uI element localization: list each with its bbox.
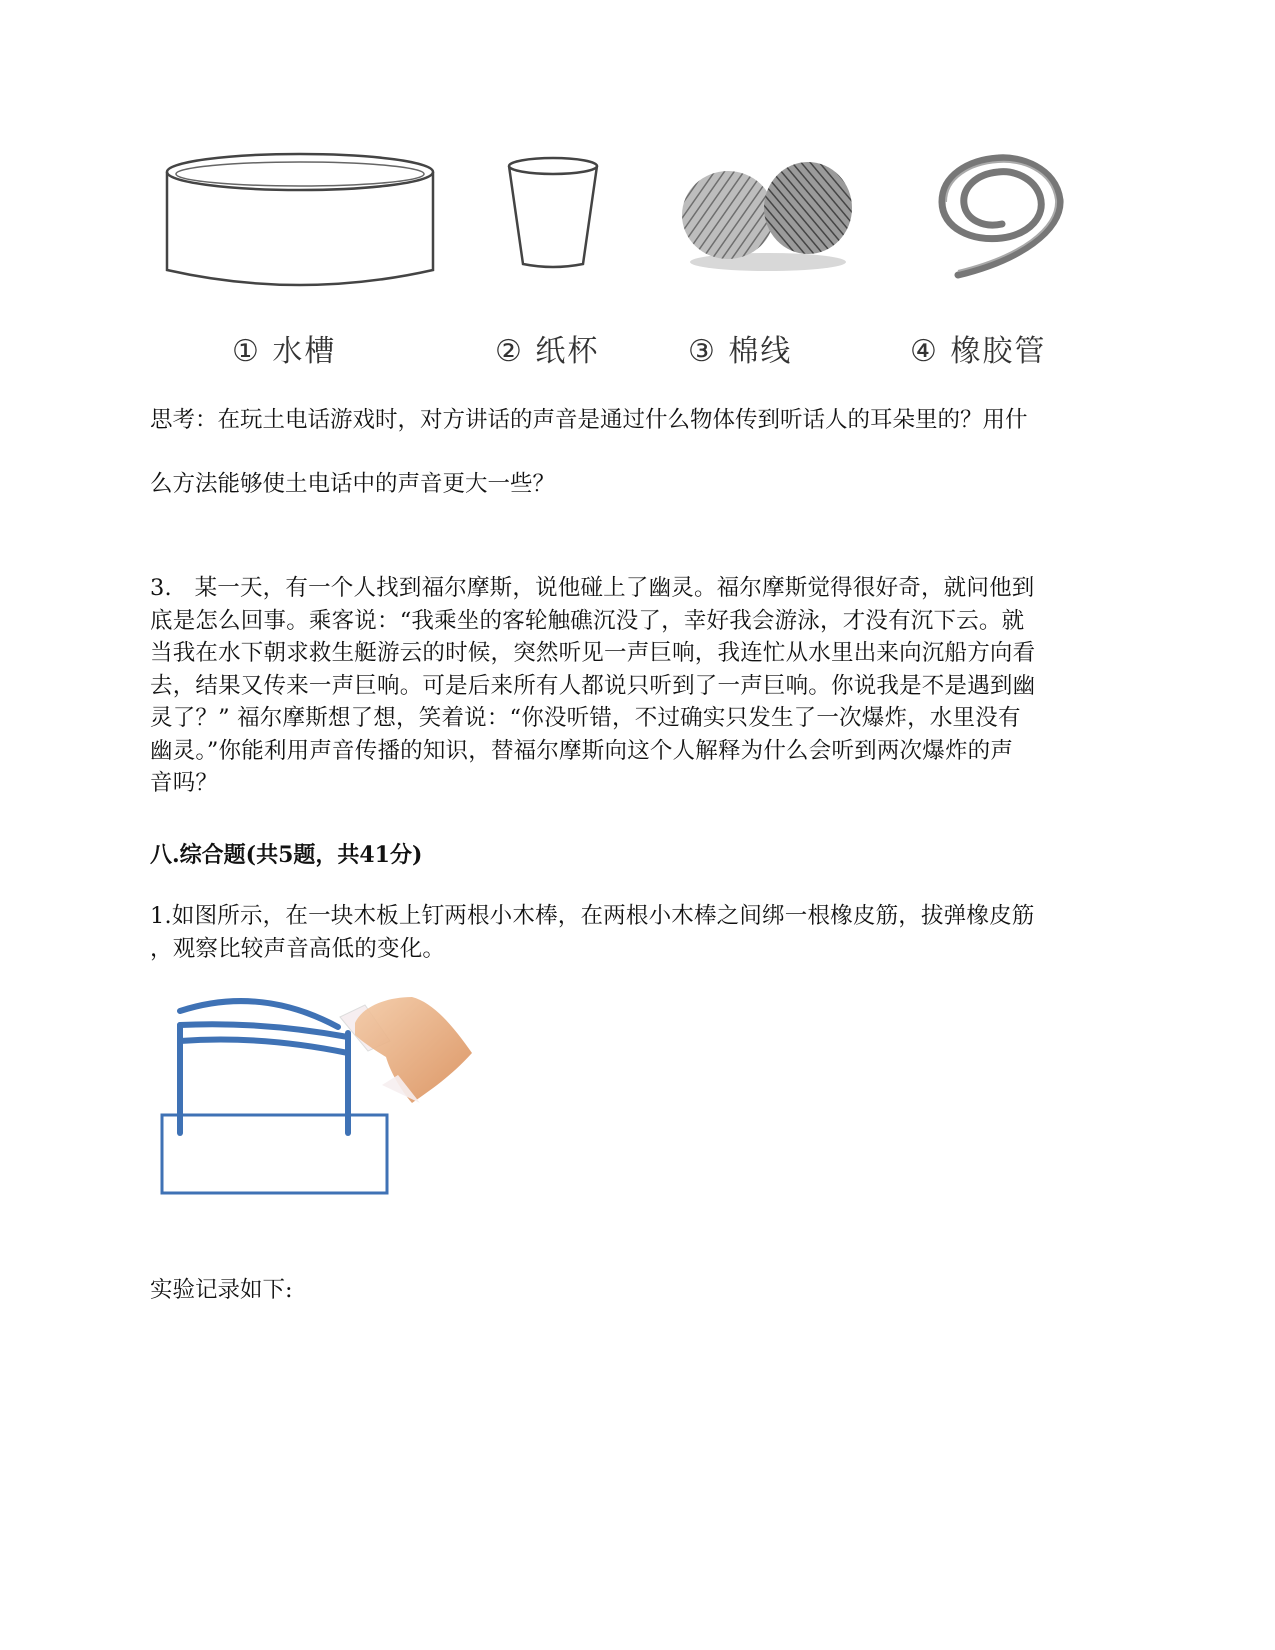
paper-cup-image <box>505 150 605 280</box>
experiment-record-label: 实验记录如下: <box>150 1277 293 1303</box>
question-1-line: 1.如图所示，在一块木板上钉两根小木棒，在两根小木棒之间绑一根橡皮筋，拔弹橡皮筋 <box>150 903 1035 929</box>
rubber-tube-item <box>910 140 1090 380</box>
cotton-thread-item <box>680 140 860 380</box>
question-3-line: 当我在水下朝求救生艇游云的时候，突然听见一声巨响，我连忙从水里出来向沉船方向看 <box>150 640 1036 666</box>
question-3-line: 3. 某一天，有一个人找到福尔摩斯，说他碰上了幽灵。福尔摩斯觉得很好奇，就问他到 <box>150 575 1035 601</box>
section-heading: 八.综合题(共5题，共41分) <box>150 842 423 868</box>
question-3-line: 灵了？” 福尔摩斯想了想，笑着说：“你没听错，不过确实只发生了一次爆炸，水里没有 <box>150 705 1021 731</box>
question-3 <box>150 572 1130 800</box>
question-3-line: 去，结果又传来一声巨响。可是后来所有人都说只听到了一声巨响。你说我是不是遇到幽 <box>150 672 1036 699</box>
question-1-line: ，观察比较声音高低的变化。 <box>150 935 446 962</box>
question-3-line: 音吗？ <box>150 770 219 796</box>
rubber-tube-image <box>910 150 1090 290</box>
question-1 <box>150 900 1130 965</box>
question-3-line: 幽灵。”你能利用声音传播的知识，替福尔摩斯向这个人解释为什么会听到两次爆炸的声 <box>150 737 1014 764</box>
think-question-line2: 么方法能够使土电话中的声音更大一些？ <box>150 471 556 497</box>
caption-cotton-thread: ③ 棉线 <box>688 334 793 369</box>
wooden-board <box>162 1115 387 1193</box>
rubber-band-bottom <box>180 1040 348 1054</box>
cotton-thread-image <box>680 150 860 280</box>
paper-cup-item <box>495 140 605 380</box>
water-trough-item <box>160 140 450 380</box>
caption-paper-cup: ② 纸杯 <box>495 334 600 369</box>
rubber-band-board-diagram <box>150 985 490 1210</box>
materials-figure <box>160 140 1120 380</box>
caption-water-trough: ① 水槽 <box>232 334 337 369</box>
hand-image <box>340 997 472 1103</box>
rubber-band-middle <box>180 1024 348 1037</box>
question-3-line: 底是怎么回事。乘客说：“我乘坐的客轮触礁沉没了，幸好我会游泳，才没有沉下云。就 <box>150 607 1025 634</box>
water-trough-image <box>160 150 450 300</box>
think-question-line1: 思考：在玩土电话游戏时，对方讲话的声音是通过什么物体传到听话人的耳朵里的？用什 <box>150 407 1028 433</box>
caption-rubber-tube: ④ 橡胶管 <box>910 334 1047 369</box>
